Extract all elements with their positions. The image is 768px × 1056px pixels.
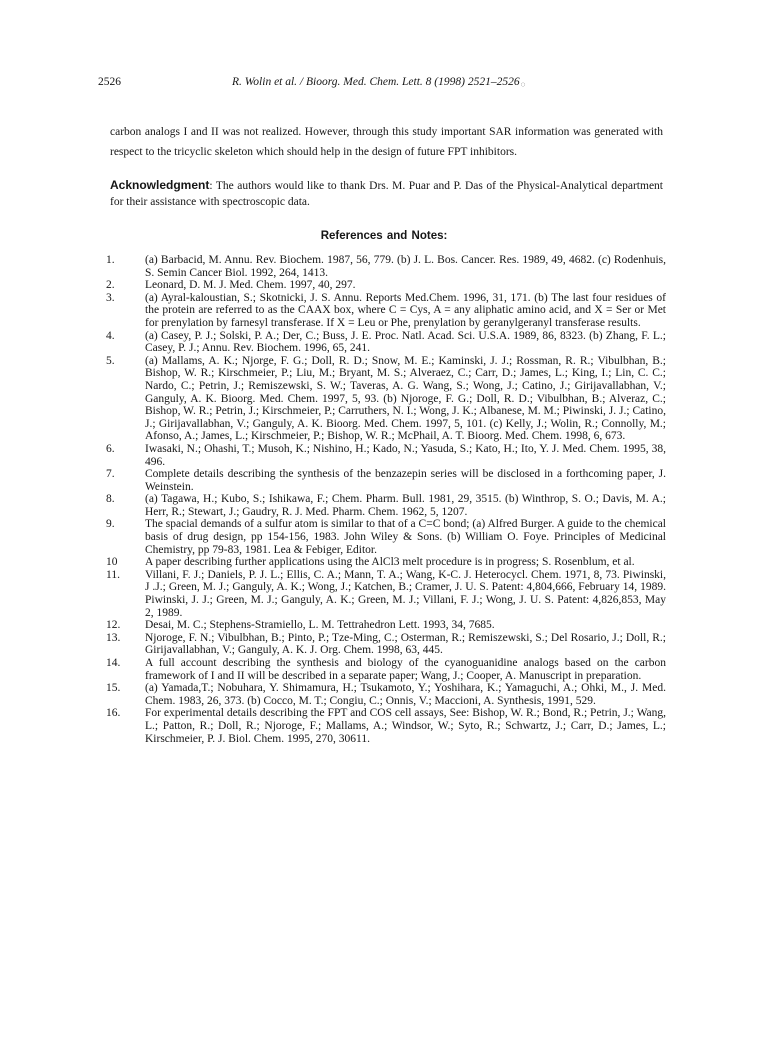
reference-number: 12. bbox=[106, 619, 121, 632]
reference-number: 8. bbox=[106, 493, 115, 506]
reference-item bbox=[106, 468, 666, 493]
reference-text: A full account describing the synthesis and biology of the cyanoguanidine analogs based on the carbon framework of I and II will be described in a separate paper; Wang, J.; Cooper, A. Manuscript in preparation. bbox=[145, 657, 666, 682]
reference-number: 14. bbox=[106, 657, 121, 669]
reference-text: (a) Yamada,T.; Nobuhara, Y. Shimamura, H.; Tsukamoto, Y.; Yoshihara, K.; Yamaguchi, A.; Ohki, M., J. Med. Chem. 1983, 26, 373. (b) Cocco, M. T.; Congiu, C.; Onnis, V.; Maccioni, A. Synthesis, 1991, 529. bbox=[145, 682, 666, 707]
reference-number: 5. bbox=[106, 354, 115, 367]
reference-item bbox=[106, 330, 666, 355]
reference-text: Complete details describing the synthesis of the benzazepin series will be disclosed in a forthcoming paper, J. Weinstein. bbox=[145, 468, 666, 493]
reference-item bbox=[106, 518, 666, 556]
running-title: R. Wolin et al. / Bioorg. Med. Chem. Lett. 8 (1998) 2521–2526 bbox=[232, 76, 520, 88]
body-paragraph: carbon analogs I and II was not realized. However, through this study important SAR information was generated with respect to the tricyclic skeleton which should help in the design of future FPT inhibitors. bbox=[110, 126, 663, 158]
reference-item bbox=[106, 355, 666, 443]
acknowledgment-text: : The authors would like to thank Drs. M. Puar and P. Das of the Physical-Analytical department for their assistance with spectroscopic data. bbox=[110, 180, 663, 208]
reference-list bbox=[106, 254, 666, 745]
reference-text: Leonard, D. M. J. Med. Chem. 1997, 40, 297. bbox=[145, 279, 356, 292]
reference-item bbox=[106, 292, 666, 330]
reference-number: 11. bbox=[106, 568, 120, 581]
reference-item bbox=[106, 569, 666, 619]
reference-item bbox=[106, 443, 666, 468]
reference-text: (a) Tagawa, H.; Kubo, S.; Ishikawa, F.; Chem. Pharm. Bull. 1981, 29, 3515. (b) Winthrop, S. O.; Davis, M. A.; Herr, R.; Stewart, J.; Gaudry, R. J. Med. Pharm. Chem. 1962, 5, 1207. bbox=[145, 493, 666, 518]
header-mark: ◌ bbox=[520, 80, 526, 89]
reference-text: (a) Casey, P. J.; Solski, P. A.; Der, C.; Buss, J. E. Proc. Natl. Acad. Sci. U.S.A. 1989, 86, 8323. (b) Zhang, F. L.; Casey, P. J.; Annu. Rev. Biochem. 1996, 65, 241. bbox=[145, 329, 666, 355]
reference-number: 6. bbox=[106, 442, 115, 455]
reference-text: Desai, M. C.; Stephens-Stramiello, L. M. Tettrahedron Lett. 1993, 34, 7685. bbox=[145, 619, 495, 632]
reference-number: 1. bbox=[106, 254, 115, 266]
reference-text: Villani, F. J.; Daniels, P. J. L.; Ellis, C. A.; Mann, T. A.; Wang, K-C. J. Heterocycl. Chem. 1971, 8, 73. Piwinski, J .J.; Green, M. J.; Ganguly, A. K.; Wong, J.; Katchen, B.; Cramer, J. U. S. Patent: 4,804,666, February 14, 1989. Piwinski, J. J.; Green, M. J.; Ganguly, A. K.; Green, M. J.; Villani, F. J.; Wong, J. U. S. Patent: 4,826,853, May 2, 1989. bbox=[145, 568, 666, 619]
reference-number: 9. bbox=[106, 518, 115, 531]
reference-number: 3. bbox=[106, 291, 115, 304]
reference-text: (a) Ayral-kaloustian, S.; Skotnicki, J. S. Annu. Reports Med.Chem. 1996, 31, 171. (b) The last four residues of the protein are referred to as the CAAX box, where C = Cys, A = any aliphatic amino acid, and X = Ser or Met for prenylation by farnesyl transferase. If X = Leu or Phe, prenylation by geranylgeranyl transferase results. bbox=[145, 291, 666, 329]
reference-item bbox=[106, 556, 666, 569]
reference-text: For experimental details describing the FPT and COS cell assays, See: Bishop, W. R.; Bond, R.; Petrin, J.; Wang, L.; Patton, R.; Doll, R.; Njoroge, F.; Mallams, A.; Windsor, W.; Syto, R.; Schwartz, J.; Carr, D.; James, L.; Kirschmeier, P. J. Biol. Chem. 1995, 270, 30611. bbox=[145, 707, 666, 745]
reference-number: 4. bbox=[106, 329, 115, 342]
running-header bbox=[232, 76, 525, 89]
reference-number: 10 bbox=[106, 556, 118, 569]
reference-number: 13. bbox=[106, 631, 121, 644]
acknowledgment bbox=[110, 177, 663, 210]
reference-number: 7. bbox=[106, 468, 115, 481]
reference-item bbox=[106, 254, 666, 279]
reference-number: 16. bbox=[106, 707, 121, 720]
reference-text: (a) Barbacid, M. Annu. Rev. Biochem. 1987, 56, 779. (b) J. L. Bos. Cancer. Res. 1989, 49, 4682. (c) Rodenhuis, S. Semin Cancer Biol. 1992, 264, 1413. bbox=[145, 254, 666, 279]
reference-number: 2. bbox=[106, 279, 115, 292]
reference-text: Njoroge, F. N.; Vibulbhan, B.; Pinto, P.; Tze-Ming, C.; Osterman, R.; Remiszewski, S.; Del Rosario, J.; Doll, R.; Girijavallabhan, V.; Ganguly, A. K. J. Org. Chem. 1998, 63, 445. bbox=[145, 631, 666, 657]
reference-text: (a) Mallams, A. K.; Njorge, F. G.; Doll, R. D.; Snow, M. E.; Kaminski, J. J.; Rossman, R. R.; Vibulbhan, B.; Bishop, W. R.; Kirschmeier, P.; Liu, M.; Bryant, M. S.; Alveraez, C.; Carr, D.; James, L.; King, I.; Lin, C. C.; Nardo, C.; Petrin, J.; Remiszewski, S. W.; Taveras, A. G. Wang, S.; Wong, J.; Catino, J.; Girijavallabhan, V.; Ganguly, A. K. Bioorg. Med. Chem. 1997, 5, 93. (b) Njoroge, F. G.; Doll, R. D.; Vibulbhan, B.; Alveraz, C.; Bishop, W. R.; Petrin, J.; Kirschmeier, P.; Carruthers, N. I.; Wong, J. K.; Albanese, M. M.; Piwinski, J. J.; Catino, J.; Girijavallabhan, V.; Ganguly, A. K. Bioorg. Med. Chem. 1997, 5, 101. (c) Kelly, J.; Wolin, R.; Connolly, M.; Afonso, A.; James, L.; Kirschmeier, P.; Bishop, W. R.; McPhail, A. T. Bioorg. Med. Chem. 1998, 6, 673. bbox=[145, 354, 666, 443]
reference-item bbox=[106, 279, 666, 292]
reference-item bbox=[106, 707, 666, 745]
references-heading: References and Notes: bbox=[320, 230, 448, 242]
reference-item bbox=[106, 657, 666, 682]
reference-text: Iwasaki, N.; Ohashi, T.; Musoh, K.; Nishino, H.; Kado, N.; Yasuda, S.; Kato, H.; Ito, Y. J. Med. Chem. 1995, 38, 496. bbox=[145, 442, 666, 468]
reference-text: A paper describing further applications using the AlCl3 melt procedure is in progress; S. Rosenblum, et al. bbox=[145, 556, 635, 569]
reference-item bbox=[106, 493, 666, 518]
reference-number: 15. bbox=[106, 682, 121, 695]
page-number: 2526 bbox=[98, 76, 121, 88]
reference-item bbox=[106, 619, 666, 632]
reference-item bbox=[106, 632, 666, 657]
acknowledgment-label: Acknowledgment bbox=[110, 178, 210, 192]
reference-item bbox=[106, 682, 666, 707]
reference-text: The spacial demands of a sulfur atom is similar to that of a C=C bond; (a) Alfred Burger. A guide to the chemical basis of drug design, pp 154-156, 1983. John Wiley & Sons. (b) William O. Foye. Principles of Medicinal Chemistry, pp 79-83, 1981. Lea & Febiger, Editor. bbox=[145, 518, 666, 556]
